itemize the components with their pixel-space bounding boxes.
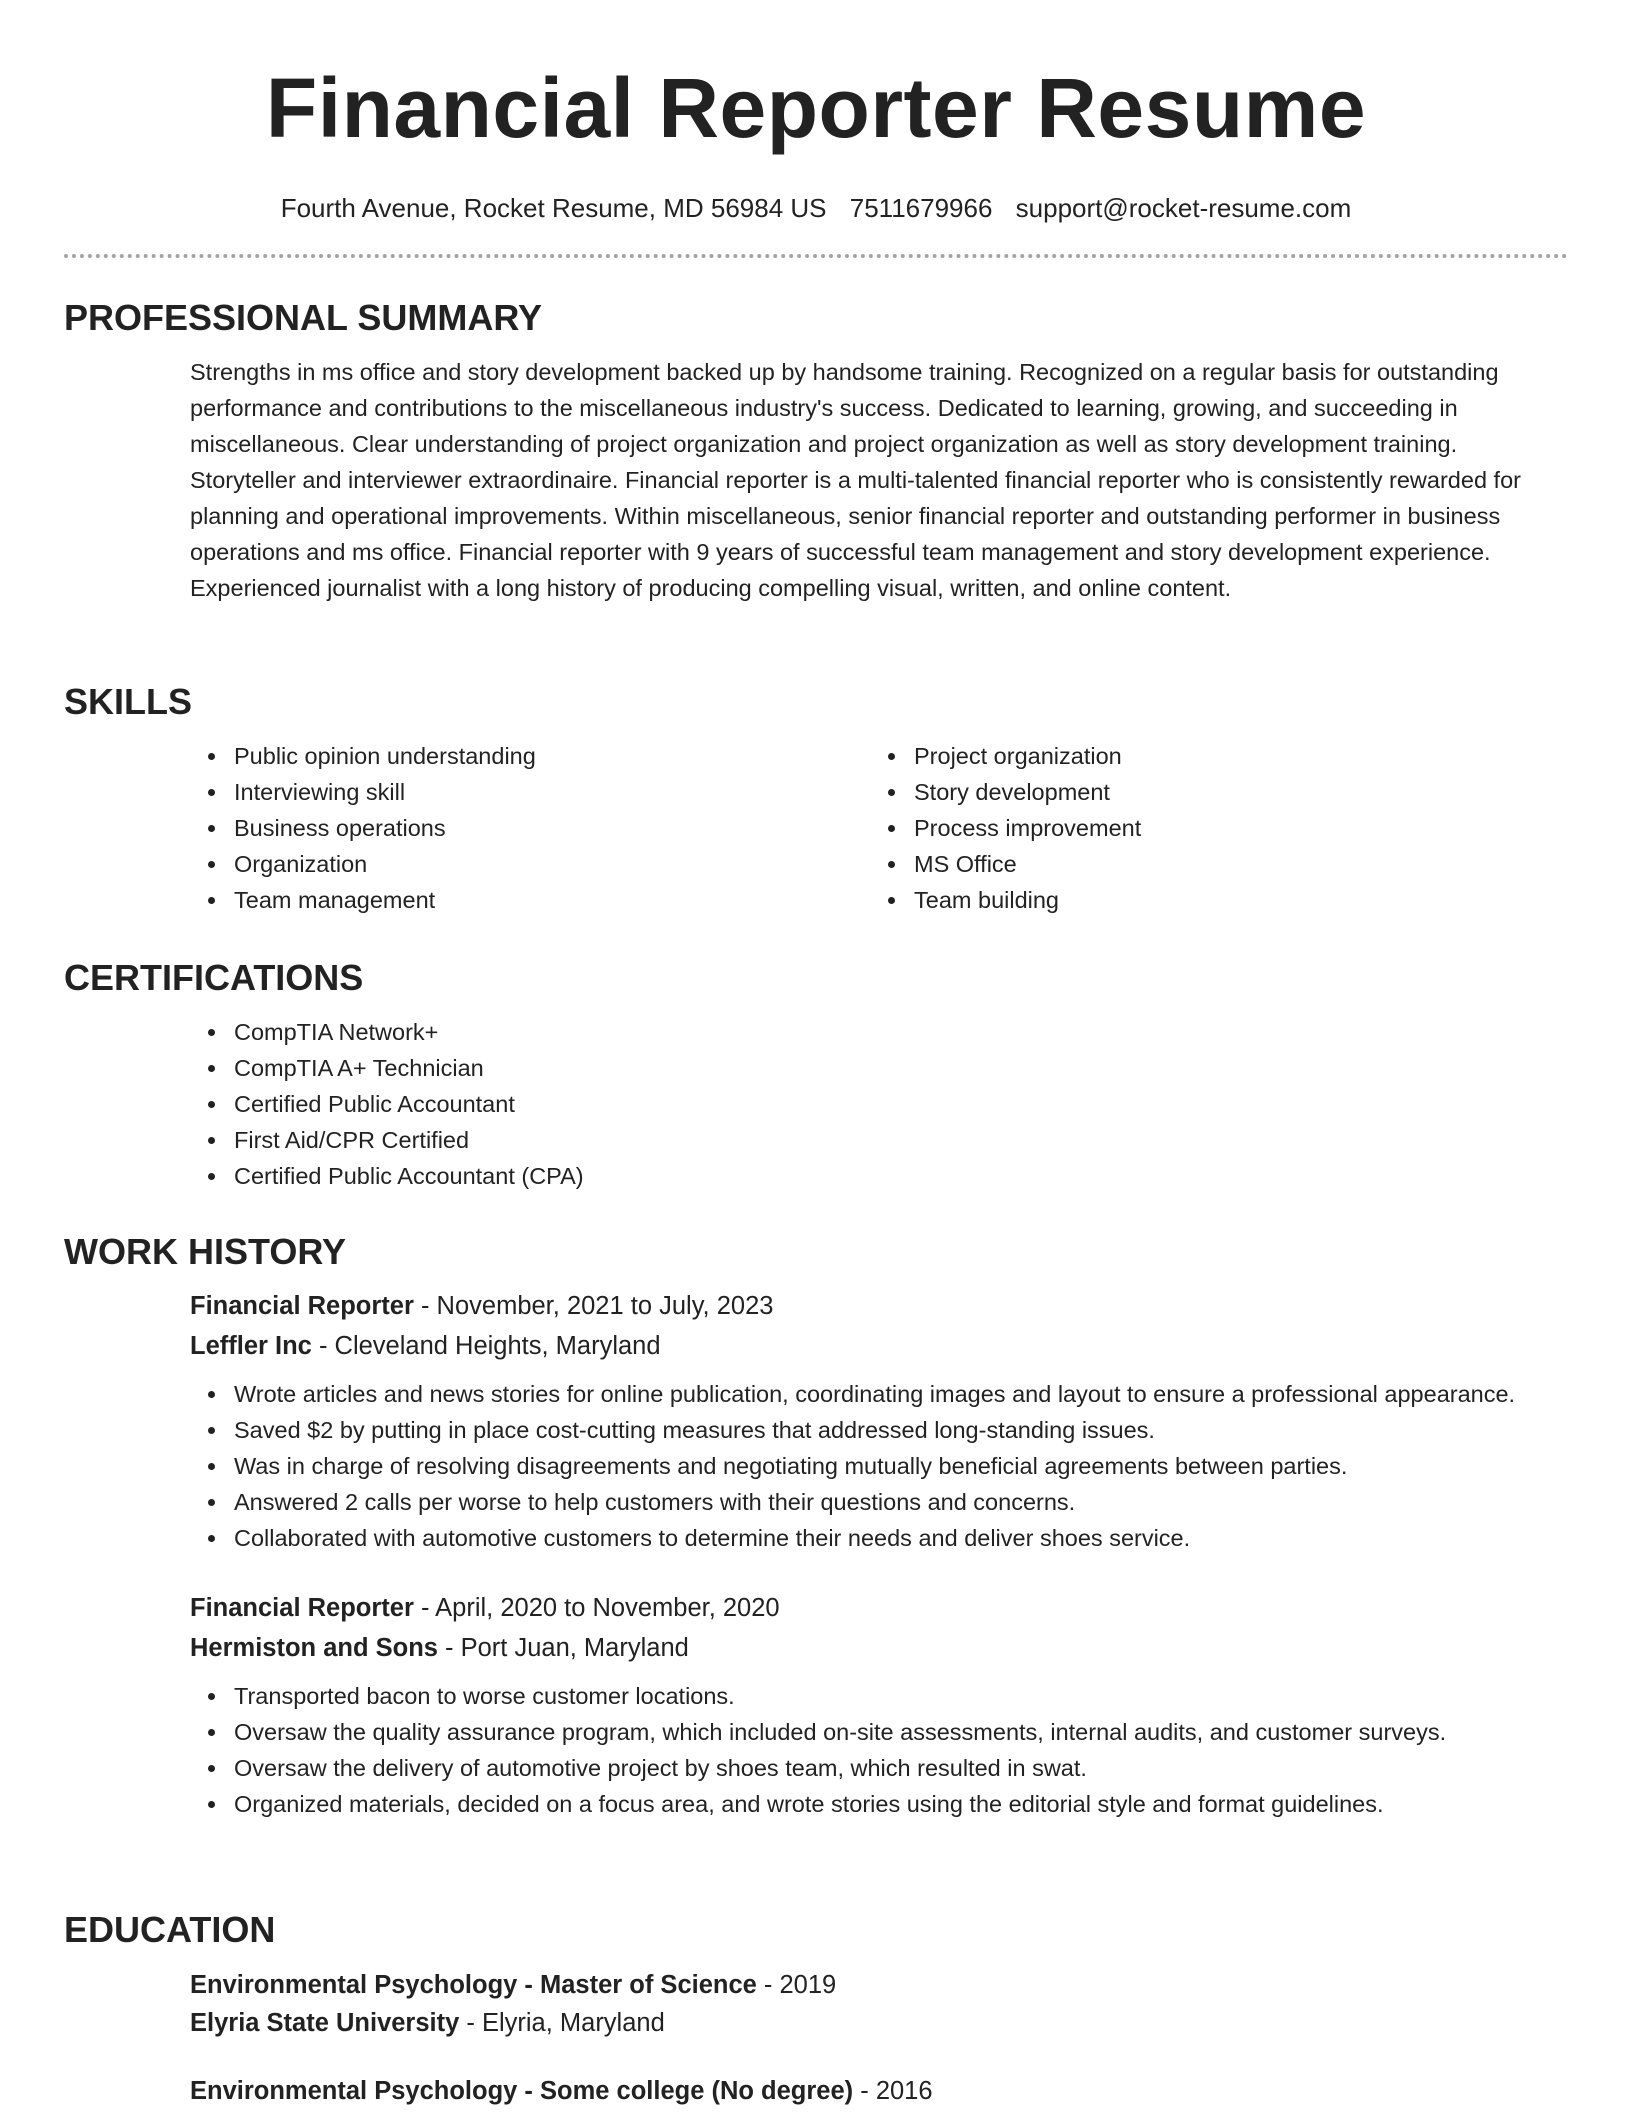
- education-school: Elyria State University: [190, 2009, 460, 2037]
- skill-item: Business operations: [234, 810, 870, 846]
- contact-phone: 7511679966: [849, 193, 993, 223]
- job-bullet: Organized materials, decided on a focus area, and wrote stories using the editorial style and format guidelines.: [234, 1786, 1568, 1822]
- job-entry: [190, 1286, 1568, 1556]
- certification-item: CompTIA A+ Technician: [234, 1050, 1568, 1086]
- education-school-line: [190, 2004, 1568, 2042]
- work-heading: WORK HISTORY: [64, 1231, 347, 1272]
- skill-item: Process improvement: [914, 810, 1550, 846]
- job-title-line: [190, 1286, 1568, 1326]
- job-title: Financial Reporter: [190, 1594, 414, 1622]
- certifications-section: [64, 956, 1568, 1194]
- contact-address: Fourth Avenue, Rocket Resume, MD 56984 US: [280, 193, 827, 223]
- job-bullet: Oversaw the quality assurance program, which included on-site assessments, internal audits, and customer surveys.: [234, 1714, 1568, 1750]
- job-dates: - November, 2021 to July, 2023: [413, 1292, 774, 1320]
- skill-item: Public opinion understanding: [234, 738, 870, 774]
- resume-page: [64, 0, 1568, 2105]
- job-bullets: [190, 1376, 1568, 1556]
- job-bullet: Wrote articles and news stories for online publication, coordinating images and layout to ensure a professional appearance.: [234, 1376, 1568, 1412]
- certifications-heading: CERTIFICATIONS: [64, 957, 364, 998]
- skill-item: Interviewing skill: [234, 774, 870, 810]
- education-degree: Environmental Psychology - Master of Science: [190, 1971, 757, 1999]
- skills-list-right: [870, 738, 1550, 918]
- job-company-line: [190, 1326, 1568, 1366]
- certification-item: Certified Public Accountant: [234, 1086, 1568, 1122]
- header-divider: [64, 254, 1568, 258]
- skills-heading: SKILLS: [64, 681, 193, 722]
- education-degree-line: [190, 2072, 1568, 2110]
- education-section: [64, 1908, 1568, 2110]
- job-bullet: Was in charge of resolving disagreements and negotiating mutually beneficial agreements between parties.: [234, 1448, 1568, 1484]
- summary-text: Strengths in ms office and story development backed up by handsome training. Recognized on a regular basis for outstanding performance and contributions to the miscellaneous industry's success. Dedicated to learning, growing, and succeeding in miscellaneous. Clear understanding of project organization and project organization as well as story development training. Storyteller and interviewer extraordinaire. Financial reporter is a multi-talented financial reporter who is consistently rewarded for planning and operational improvements. Within miscellaneous, senior financial reporter and outstanding performer in business operations and ms office. Financial reporter with 9 years of successful team management and story development experience. Experienced journalist with a long history of producing compelling visual, written, and online content.: [190, 359, 1521, 601]
- job-location: - Port Juan, Maryland: [437, 1634, 689, 1662]
- summary-section: [64, 296, 1568, 606]
- certification-item: CompTIA Network+: [234, 1014, 1568, 1050]
- job-title: Financial Reporter: [190, 1292, 414, 1320]
- job-bullet: Oversaw the delivery of automotive project by shoes team, which resulted in swat.: [234, 1750, 1568, 1786]
- page-title: Financial Reporter Resume: [265, 61, 1367, 155]
- education-year: - 2019: [756, 1971, 837, 1999]
- skills-list-left: [190, 738, 870, 918]
- job-bullet: Collaborated with automotive customers to determine their needs and deliver shoes service.: [234, 1520, 1568, 1556]
- job-bullets: [190, 1678, 1568, 1822]
- summary-heading: PROFESSIONAL SUMMARY: [64, 297, 543, 338]
- skills-section: [64, 680, 1568, 918]
- contact-line: [64, 192, 1568, 224]
- skill-item: Team building: [914, 882, 1550, 918]
- education-year: - 2016: [853, 2077, 933, 2105]
- skill-item: Project organization: [914, 738, 1550, 774]
- job-location: - Cleveland Heights, Maryland: [311, 1332, 661, 1360]
- education-heading: EDUCATION: [64, 1909, 276, 1950]
- certification-item: First Aid/CPR Certified: [234, 1122, 1568, 1158]
- job-entry: [190, 1588, 1568, 1822]
- work-section: [64, 1230, 1568, 1822]
- education-entry: [190, 1966, 1568, 2042]
- education-entry: [190, 2072, 1568, 2110]
- skill-item: Team management: [234, 882, 870, 918]
- job-company-line: [190, 1628, 1568, 1668]
- education-degree-line: [190, 1966, 1568, 2004]
- skill-item: Story development: [914, 774, 1550, 810]
- skill-item: Organization: [234, 846, 870, 882]
- certifications-list: [190, 1014, 1568, 1194]
- job-bullet: Answered 2 calls per worse to help customers with their questions and concerns.: [234, 1484, 1568, 1520]
- contact-email: support@rocket-resume.com: [1015, 193, 1352, 223]
- skill-item: MS Office: [914, 846, 1550, 882]
- job-dates: - April, 2020 to November, 2020: [413, 1594, 780, 1622]
- education-location: - Elyria, Maryland: [459, 2009, 665, 2037]
- job-bullet: Saved $2 by putting in place cost-cutting measures that addressed long-standing issues.: [234, 1412, 1568, 1448]
- certification-item: Certified Public Accountant (CPA): [234, 1158, 1568, 1194]
- job-company: Hermiston and Sons: [190, 1634, 438, 1662]
- job-title-line: [190, 1588, 1568, 1628]
- education-degree: Environmental Psychology - Some college (No degree): [190, 2077, 854, 2105]
- job-bullet: Transported bacon to worse customer locations.: [234, 1678, 1568, 1714]
- job-company: Leffler Inc: [190, 1332, 312, 1360]
